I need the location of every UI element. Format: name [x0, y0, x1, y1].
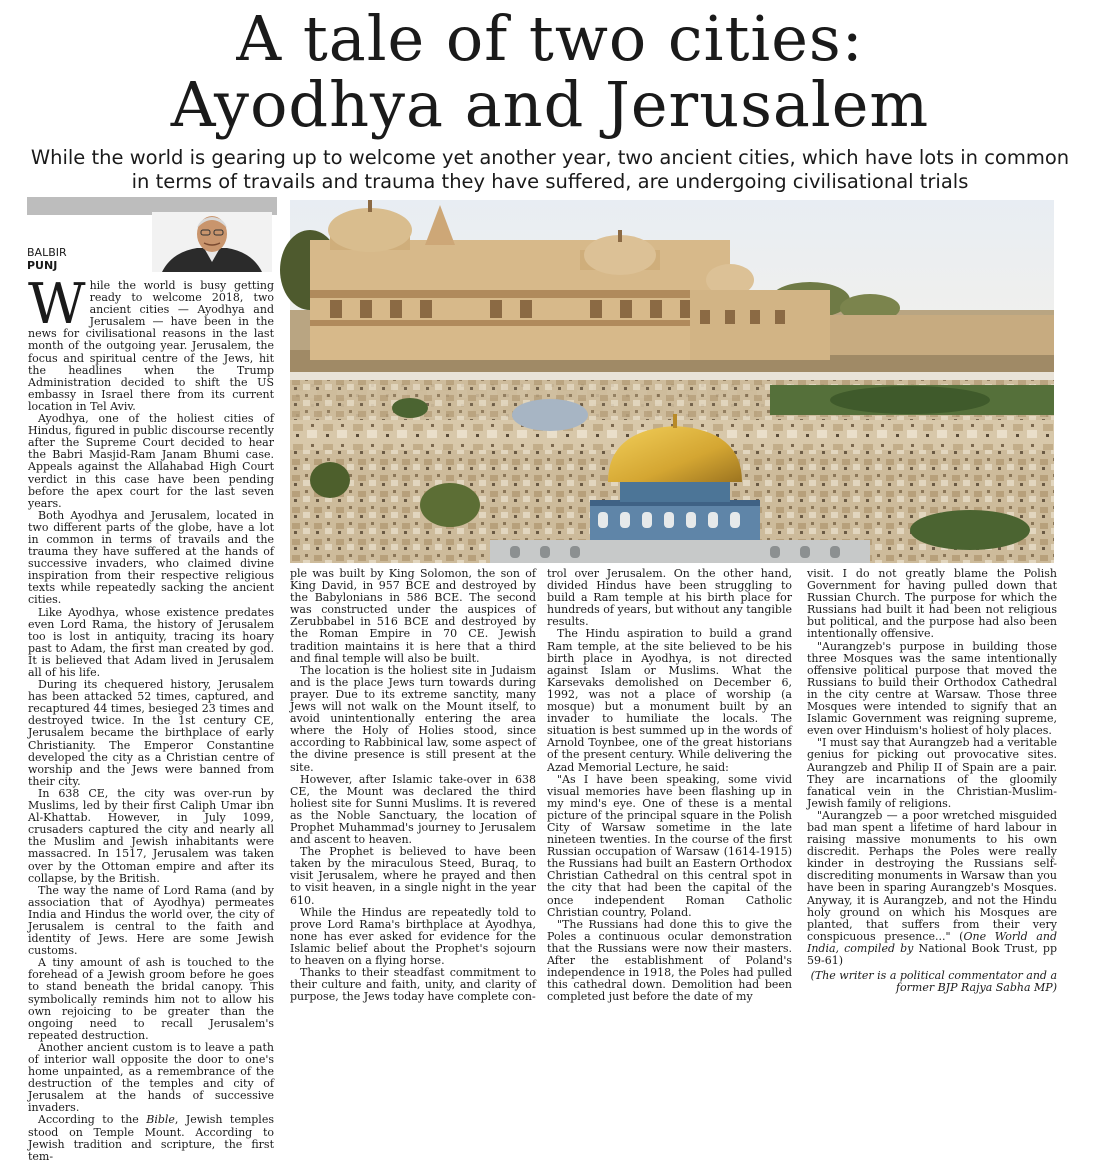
- paragraph: "I must say that Aurangzeb had a veritable genius for picking out provocative sites. Aurangzeb and Philip II of Spain are a pair. They are incarnations of the gloomily fanatical vein in the Christian-Muslim-Jewish family of religions.: [807, 736, 1057, 810]
- paragraph: Like Ayodhya, whose existence predates even Lord Rama, the history of Jerusalem too is lost in antiquity, tracing its hoary past to Adam, the first man created by god. It is believed that Adam lived in Jerusalem all of his life.: [28, 605, 274, 679]
- paragraph: A tiny amount of ash is touched to the forehead of a Jewish groom before he goes to stand beneath the bridal canopy. This symbolically reminds him not to allow his own rejoicing to be greater than the ongoing need to recall Jerusalem's repeated destruction.: [28, 956, 274, 1042]
- paragraph: While the world is busy getting ready to welcome 2018, two ancient cities — Ayodhya and Jerusalem — have been in the news for civilisational reasons in the last month of the outgoing year. Jerusalem, the focus and spiritual centre of the Jews, hit the headlines when the Trump Administration decided to shift the US embassy in Israel there from its current location in Tel Aviv.: [28, 272, 274, 413]
- article-column-2: [290, 567, 536, 1004]
- city-photographs: [290, 200, 1054, 563]
- headline-line-1: A tale of two cities:: [236, 2, 864, 75]
- subheadline: While the world is gearing up to welcome yet another year, two ancient cities, which have lots in common in terms of travails and trauma they have suffered, are undergoing civilisational trials: [30, 146, 1070, 193]
- paragraph: However, after Islamic take-over in 638 CE, the Mount was declared the third holiest site for Sunni Muslims. It is revered as the Noble Sanctuary, the location of Prophet Muhammad's journey to Jerusalem and ascent to heaven.: [290, 772, 536, 847]
- paragraph: Both Ayodhya and Jerusalem, located in two different parts of the globe, have a lot in common in terms of travails and the trauma they have suffered at the hands of successive invaders, who claimed divine inspiration from their respective religious texts while repeatedly sacking the ancient cities.: [28, 508, 274, 607]
- author-first-name: BALBIR: [27, 246, 67, 259]
- jerusalem-photo-icon: [290, 380, 1054, 563]
- headline: [0, 2, 1100, 141]
- paragraph: The Prophet is believed to have been taken by the miraculous Steed, Buraq, to visit Jerusalem, where he prayed and then to visit heaven, in a single night in the year 610.: [290, 845, 536, 907]
- author-last-name: PUNJ: [27, 259, 58, 272]
- author-note: (The writer is a political commentator and a former BJP Rajya Sabha MP): [810, 969, 1057, 995]
- headline-line-2: Ayodhya and Jerusalem: [170, 68, 930, 141]
- author-photo: [152, 212, 272, 272]
- paragraph: The way the name of Lord Rama (and by association that of Ayodhya) permeates India and Hindus the world over, the city of Jerusalem is central to the faith and identity of Jews. Here are some Jewish customs.: [28, 883, 274, 958]
- author-name: [27, 246, 127, 272]
- ayodhya-photo-icon: [280, 200, 1054, 380]
- article-column-3: [547, 567, 792, 1004]
- paragraph: Thanks to their steadfast commitment to their culture and faith, unity, and clarity of purpose, the Jews today have complete con-: [290, 966, 536, 1004]
- paragraph: visit. I do not greatly blame the Polish Government for having pulled down that Russian Church. The purpose for which the Russians had built it had been not religious but political, and the purpose had also been intentionally offensive.: [807, 567, 1057, 641]
- paragraph: According to the Bible, Jewish temples stood on Temple Mount. According to Jewish tradition and scripture, the first tem-: [28, 1113, 274, 1163]
- paragraph: trol over Jerusalem. On the other hand, divided Hindus have been struggling to build a Ram temple at his birth place for hundreds of years, but without any tangible results.: [547, 567, 792, 629]
- paragraph: ple was built by King Solomon, the son of King David, in 957 BCE and destroyed by the Babylonians in 586 BCE. The second was constructed under the auspices of Zerubbabel in 516 BCE and destroyed by the Roman Empire in 70 CE. Jewish tradition maintains it is here that a third and final temple will also be built.: [290, 567, 536, 665]
- author-portrait-icon: [152, 212, 272, 272]
- paragraph: "As I have been speaking, some vivid visual memories have been flashing up in my mind's eye. One of these is a mental picture of the principal square in the Polish City of Warsaw sometime in the late nineteen twenties. In the course of the first Russian occupation of Warsaw (1614-1915) the Russians had built an Eastern Orthodox Christian Cathedral on this central spot in the city that had been the capital of the once independent Roman Catholic Christian country, Poland.: [547, 772, 792, 919]
- article-column-4: [807, 567, 1057, 995]
- paragraph: During its chequered history, Jerusalem has been attacked 52 times, captured, and recaptured 44 times, besieged 23 times and destroyed twice. In the 1st century CE, Jerusalem became the birthplace of early Christianity. The Emperor Constantine developed the city as a Christian centre of worship and the Jews were banned from their city.: [28, 678, 274, 788]
- paragraph: Another ancient custom is to leave a path of interior wall opposite the door to one's home unpainted, as a remembrance of the destruction of the temples and city of Jerusalem at the hands of successive invaders.: [28, 1040, 274, 1115]
- paragraph: The location is the holiest site in Judaism and is the place Jews turn towards during prayer. Due to its extreme sanctity, many Jews will not walk on the Mount itself, to avoid unintentionally entering the area where the Holy of Holies stood, since according to Rabbinical law, some aspect of the divine presence is still present at the site.: [290, 663, 536, 774]
- drop-cap: W: [28, 272, 86, 337]
- paragraph: The Hindu aspiration to build a grand Ram temple, at the site believed to be his birth place in Ayodhya, is not directed against Islam or Muslims. What the Karsevaks demolished on December 6, 1992, was not a place of worship (a mosque) but a monument built by an invader to humiliate the locals. The situation is best summed up in the words of Arnold Toynbee, one of the great historians of the present century. While delivering the Azad Memorial Lecture, he said:: [547, 627, 792, 774]
- paragraph: In 638 CE, the city was over-run by Muslims, led by their first Caliph Umar ibn Al-Khattab. However, in July 1099, crusaders captured the city and nearly all the Muslim and Jewish inhabitants were massacred. In 1517, Jerusalem was taken over by the Ottoman empire and after its collapse, by the British.: [28, 786, 274, 885]
- paragraph: While the Hindus are repeatedly told to prove Lord Rama's birthplace at Ayodhya, none has ever asked for evidence for the Islamic belief about the Prophet's sojourn to heaven on a flying horse.: [290, 905, 536, 967]
- paragraph: "Aurangzeb's purpose in building those three Mosques was the same intentionally offensive political purpose that moved the Russians to build their Orthodox Cathedral in the city centre at Warsaw. Those three Mosques were intended to signify that an Islamic Government was reigning supreme, even over Hinduism's holiest of holy places.: [807, 639, 1057, 738]
- paragraph: "The Russians had done this to give the Poles a continuous ocular demonstration that the Russians were now their masters. After the establishment of Poland's independence in 1918, the Poles had pulled this cathedral down. Demolition had been completed just before the date of my: [547, 917, 792, 1004]
- article-column-1: [28, 272, 274, 1163]
- paragraph: "Aurangzeb — a poor wretched misguided bad man spent a lifetime of hard labour in raising massive monuments to his own discredit. Perhaps the Poles were really kinder in destroying the Russians self-discrediting monuments in Warsaw than you have been in sparing Aurangzeb's Mosques. Anyway, it is Aurangzeb, and not the Hindu holy ground on which his Mosques are planted, that suffers from their very conspicuous presence..." (One World and India, compiled by National Book Trust, pp 59-61): [807, 808, 1057, 967]
- paragraph: Ayodhya, one of the holiest cities of Hindus, figured in public discourse recently after the Supreme Court decided to hear the Babri Masjid-Ram Janam Bhumi case. Appeals against the Allahabad High Court verdict in this case have been pending before the apex court for the last seven years.: [28, 412, 274, 510]
